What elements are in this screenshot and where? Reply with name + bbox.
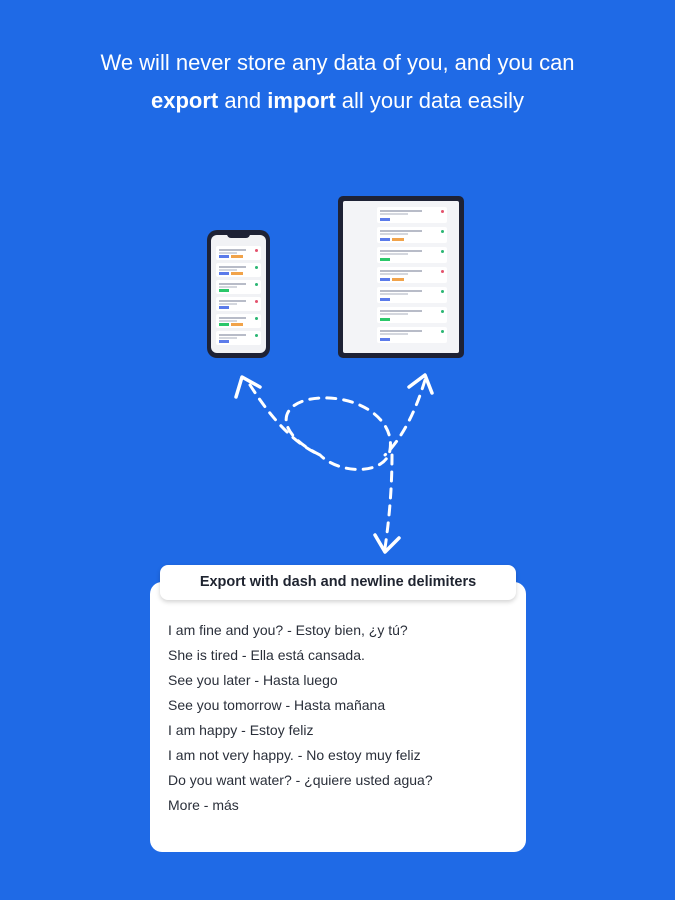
export-box-title: Export with dash and newline delimiters [160,565,516,600]
export-line: She is tired - Ella está cansada. [168,647,365,663]
headline-mid: and [218,88,268,113]
headline-export-word: export [151,88,219,113]
headline-tail: all your data easily [335,88,524,113]
headline-import-word: import [267,88,336,113]
export-line: See you later - Hasta luego [168,672,338,688]
export-lines [168,618,510,818]
export-line: I am fine and you? - Estoy bien, ¿y tú? [168,622,408,638]
phone-notch [227,233,250,238]
export-line: Do you want water? - ¿quiere usted agua? [168,772,433,788]
export-line: I am happy - Estoy feliz [168,722,314,738]
export-line: I am not very happy. - No estoy muy feliz [168,747,421,763]
export-line: More - más [168,797,239,813]
headline-line1: We will never store any data of you, and you can [100,50,575,75]
export-line: See you tomorrow - Hasta mañana [168,697,386,713]
export-box [150,582,526,852]
